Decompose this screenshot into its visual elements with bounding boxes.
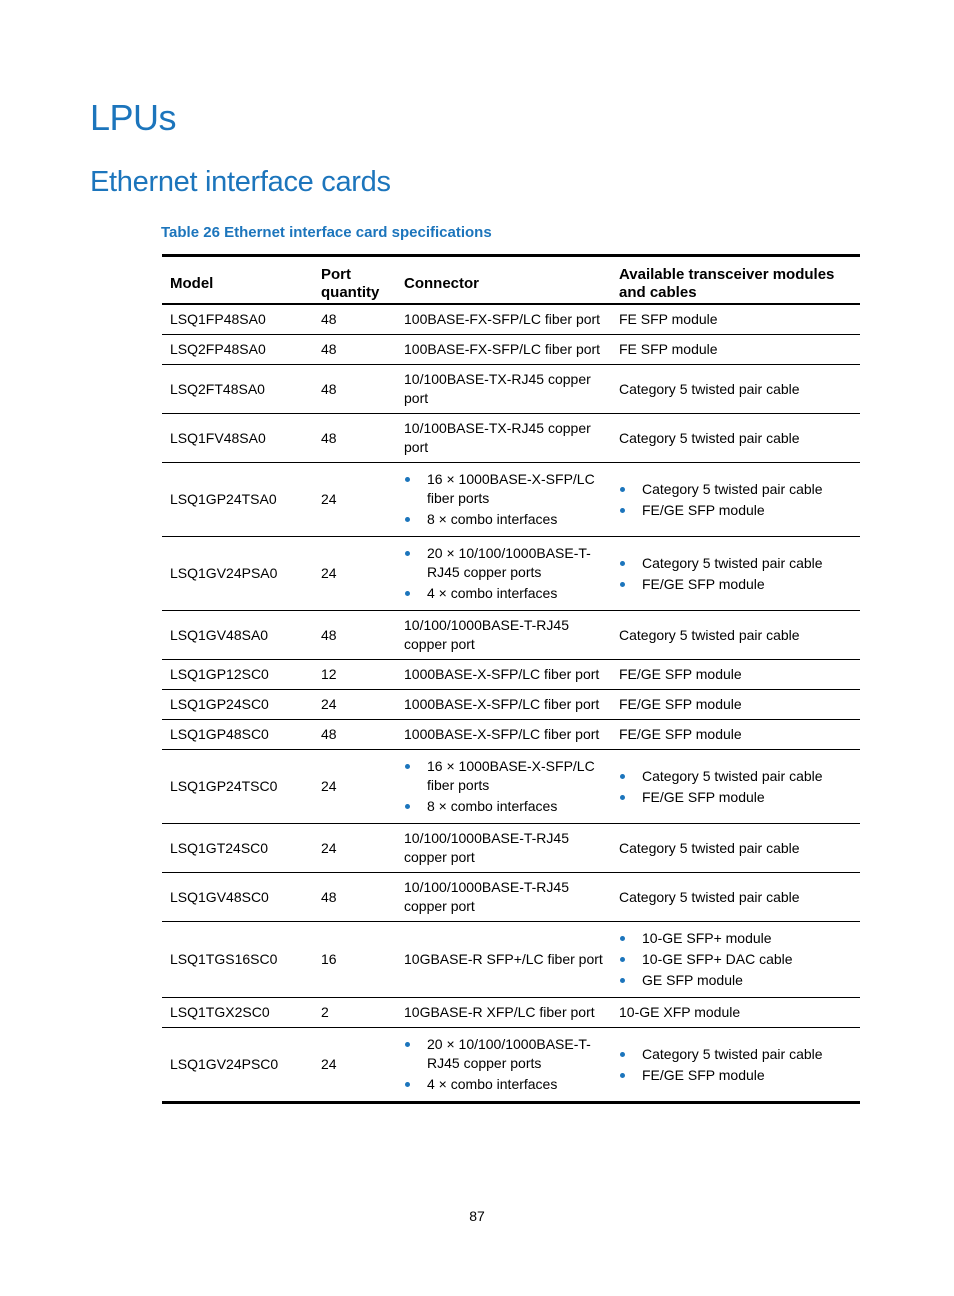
cell-model: LSQ1GT24SC0 [170,839,269,856]
cell-port-quantity: 48 [321,341,337,357]
table-row [162,1028,860,1103]
column-header-modules: Available transceiver modules and cables [619,266,835,301]
column-header-port-quantity: Port quantity [321,266,380,301]
cell-modules [611,463,860,537]
bullet-item: 8 × combo interfaces [404,510,603,529]
bullet-item: Category 5 twisted pair cable [619,1045,852,1064]
bullet-item: 10-GE SFP+ DAC cable [619,950,852,969]
cell-modules [611,750,860,824]
cell-connector: 1000BASE-X-SFP/LC fiber port [404,726,600,742]
cell-connector: 1000BASE-X-SFP/LC fiber port [404,666,600,682]
cell-modules: 10-GE XFP module [619,1004,741,1020]
cell-connector: 10/100BASE-TX-RJ45 copper port [404,420,591,455]
cell-connector: 10/100/1000BASE-T-RJ45 copper port [404,617,569,652]
cell-model: LSQ1GP24SC0 [170,696,269,712]
cell-model: LSQ2FP48SA0 [170,341,266,357]
spec-table [162,254,860,1104]
page-number: 87 [469,1208,485,1224]
cell-connector: 10/100/1000BASE-T-RJ45 copper port [404,830,569,865]
table-caption: Table 26 Ethernet interface card specifications [161,224,492,241]
cell-port-quantity: 48 [321,888,337,905]
bullet-item: 10-GE SFP+ module [619,929,852,948]
cell-port-quantity: 24 [321,565,337,581]
bullet-list [404,757,603,816]
bullet-list [619,480,852,520]
cell-port-quantity: 48 [321,626,337,643]
cell-model: LSQ1TGS16SC0 [170,951,278,967]
bullet-item: FE/GE SFP module [619,788,852,807]
table-row [162,998,860,1028]
bullet-item: Category 5 twisted pair cable [619,767,852,786]
cell-port-quantity: 24 [321,491,337,507]
cell-model: LSQ1GV24PSC0 [170,1056,279,1072]
page-heading: LPUs [90,97,177,138]
bullet-item: 8 × combo interfaces [404,797,603,816]
cell-model: LSQ1FP48SA0 [170,311,266,327]
cell-port-quantity: 16 [321,951,337,967]
table-body [162,304,860,1103]
bullet-list [619,767,852,807]
bullet-item: 16 × 1000BASE-X-SFP/LC fiber ports [404,757,603,795]
cell-model: LSQ1GV24PSA0 [170,565,278,581]
bullet-item: FE/GE SFP module [619,575,852,594]
bullet-item: FE/GE SFP module [619,501,852,520]
table-row [162,922,860,998]
cell-model: LSQ1FV48SA0 [170,429,266,446]
table-row [162,750,860,824]
cell-connector: 10/100BASE-TX-RJ45 copper port [404,371,591,406]
cell-model: LSQ1TGX2SC0 [170,1004,270,1020]
cell-port-quantity: 24 [321,839,337,856]
bullet-item: Category 5 twisted pair cable [619,554,852,573]
table-row [162,720,860,750]
table-row [162,463,860,537]
cell-modules: FE/GE SFP module [619,726,742,742]
cell-model: LSQ1GP48SC0 [170,726,269,742]
cell-modules [611,1028,860,1103]
table-header-row [162,256,860,305]
cell-modules [611,922,860,998]
cell-modules: Category 5 twisted pair cable [619,839,800,856]
cell-modules: Category 5 twisted pair cable [619,380,800,397]
cell-model: LSQ1GV48SC0 [170,888,269,905]
cell-port-quantity: 48 [321,311,337,327]
bullet-list [404,544,603,603]
table-row [162,824,860,873]
table-row [162,335,860,365]
cell-connector: 10/100/1000BASE-T-RJ45 copper port [404,879,569,914]
cell-model: LSQ1GP24TSA0 [170,491,277,507]
table-row [162,304,860,335]
table-row [162,365,860,414]
cell-port-quantity: 24 [321,1056,337,1072]
table-row [162,873,860,922]
cell-modules: FE/GE SFP module [619,666,742,682]
cell-modules: FE SFP module [619,311,718,327]
cell-port-quantity: 24 [321,696,337,712]
cell-model: LSQ2FT48SA0 [170,380,265,397]
table-row [162,611,860,660]
table-row [162,537,860,611]
cell-port-quantity: 48 [321,429,337,446]
cell-modules: Category 5 twisted pair cable [619,888,800,905]
cell-connector [396,750,611,824]
cell-connector: 100BASE-FX-SFP/LC fiber port [404,311,601,327]
cell-modules [611,537,860,611]
cell-connector: 10GBASE-R SFP+/LC fiber port [404,951,603,967]
cell-model: LSQ1GP12SC0 [170,666,269,682]
table-row [162,660,860,690]
cell-port-quantity: 24 [321,778,337,794]
cell-port-quantity: 48 [321,726,337,742]
bullet-list [619,1045,852,1085]
bullet-item: 20 × 10/100/1000BASE-T-RJ45 copper ports [404,1035,603,1073]
cell-port-quantity: 2 [321,1004,329,1020]
cell-modules: FE/GE SFP module [619,696,742,712]
column-header-connector: Connector [404,275,479,292]
bullet-list [404,1035,603,1094]
table-row [162,414,860,463]
cell-connector [396,463,611,537]
bullet-item: GE SFP module [619,971,852,990]
bullet-list [404,470,603,529]
cell-connector [396,537,611,611]
cell-connector: 100BASE-FX-SFP/LC fiber port [404,341,601,357]
bullet-list [619,929,852,990]
bullet-item: 16 × 1000BASE-X-SFP/LC fiber ports [404,470,603,508]
column-header-model: Model [170,275,214,292]
section-heading: Ethernet interface cards [90,166,391,198]
bullet-item: 4 × combo interfaces [404,584,603,603]
cell-model: LSQ1GP24TSC0 [170,778,278,794]
cell-connector: 10GBASE-R XFP/LC fiber port [404,1004,595,1020]
table-row [162,690,860,720]
cell-model: LSQ1GV48SA0 [170,626,269,643]
cell-modules: Category 5 twisted pair cable [619,626,800,643]
cell-connector [396,1028,611,1103]
bullet-list [619,554,852,594]
bullet-item: Category 5 twisted pair cable [619,480,852,499]
cell-modules: Category 5 twisted pair cable [619,429,800,446]
cell-port-quantity: 48 [321,380,337,397]
cell-modules: FE SFP module [619,341,718,357]
bullet-item: 4 × combo interfaces [404,1075,603,1094]
bullet-item: 20 × 10/100/1000BASE-T-RJ45 copper ports [404,544,603,582]
cell-port-quantity: 12 [321,666,337,682]
cell-connector: 1000BASE-X-SFP/LC fiber port [404,696,600,712]
bullet-item: FE/GE SFP module [619,1066,852,1085]
